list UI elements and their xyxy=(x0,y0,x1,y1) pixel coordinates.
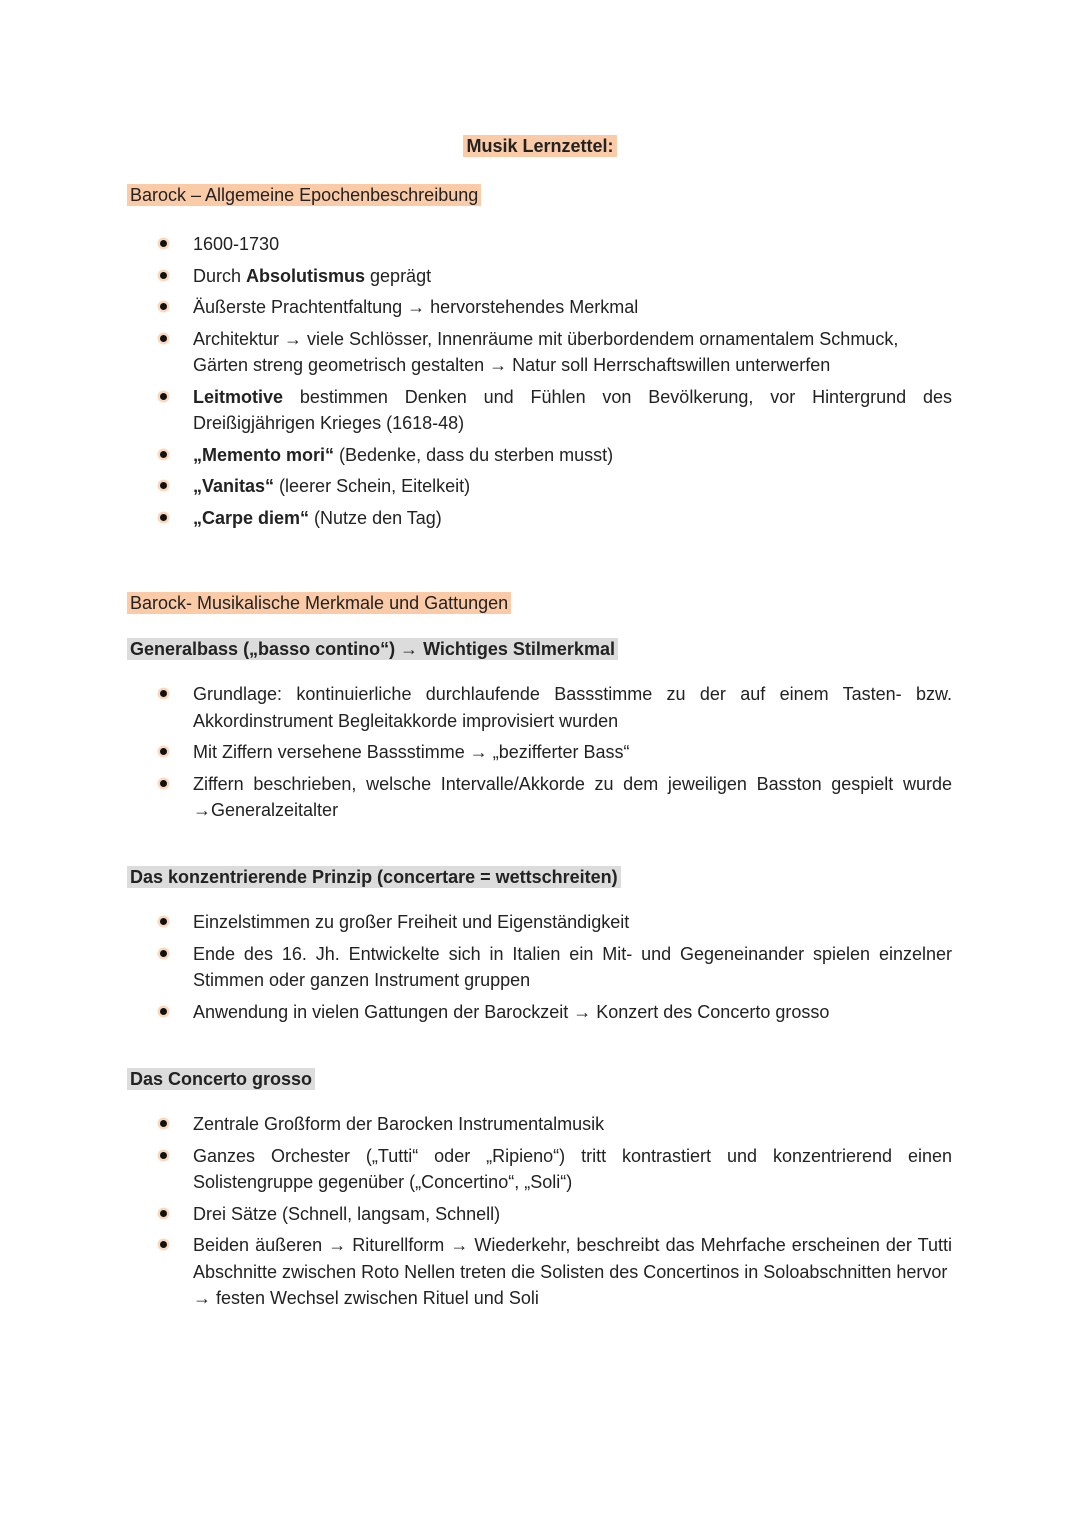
list-item-text: (Nutze den Tag) xyxy=(309,507,442,528)
bullet-icon xyxy=(160,514,167,521)
bullet-icon xyxy=(160,335,167,342)
subheading-concerto xyxy=(127,1066,315,1092)
section-heading-music xyxy=(127,590,511,616)
list-item xyxy=(0,263,1080,290)
list-item-text: Beiden äußeren → Riturellform → Wiederkehr, beschreibt das Mehrfache erscheinen der Tutti xyxy=(193,1235,952,1255)
list-item-text: Ganzes Orchester („Tutti“ oder „Ripieno“) tritt kontrastiert und konzentrierend einen xyxy=(193,1145,952,1166)
list-item-text: (Bedenke, dass du sterben musst) xyxy=(334,444,614,465)
list-item xyxy=(0,771,1080,824)
bullet-icon xyxy=(160,1152,167,1159)
list-item-text: Ziffern beschrieben, welsche Intervalle/Akkorde zu dem jeweiligen Basston gespielt wurde xyxy=(193,773,952,794)
list-item-text: Anwendung in vielen Gattungen der Barockzeit → Konzert des Concerto grosso xyxy=(193,1001,830,1022)
list-item-bold: „Vanitas“ xyxy=(193,476,275,496)
bullet-icon xyxy=(160,1210,167,1217)
list-item-bold: Leitmotive xyxy=(193,386,284,407)
bullet-icon xyxy=(160,272,167,279)
subheading-generalbass xyxy=(127,636,618,662)
list-item-text: Grundlage: kontinuierliche durchlaufende Bassstimme zu der auf einem Tasten- bzw. xyxy=(193,684,952,704)
epoch-bullet-list xyxy=(0,231,1080,536)
list-item-bold: Absolutismus xyxy=(246,265,366,286)
list-item-text: Zentrale Großform der Barocken Instrumentalmusik xyxy=(193,1114,605,1134)
list-item-text: Architektur → viele Schlösser, Innenräume mit überbordendem ornamentalem Schmuck, xyxy=(193,328,899,349)
bullet-icon xyxy=(160,1120,167,1127)
list-item-text: Ende des 16. Jh. Entwickelte sich in Italien ein Mit- und Gegeneinander spielen einzelner xyxy=(193,943,952,964)
list-item xyxy=(0,739,1080,766)
list-item-text: Dreißigjährigen Krieges (1618-48) xyxy=(193,413,465,433)
list-item-text: Abschnitte zwischen Roto Nellen treten die Solisten des Concertinos in Soloabschnitten hervor xyxy=(193,1261,948,1282)
list-item-text: →Generalzeitalter xyxy=(193,800,339,820)
list-item-text: Äußerste Prachtentfaltung → hervorstehendes Merkmal xyxy=(193,297,639,317)
concerto-bullet-list xyxy=(0,1111,1080,1317)
bullet-icon xyxy=(160,482,167,489)
list-item xyxy=(0,941,1080,994)
list-item xyxy=(0,294,1080,321)
bullet-icon xyxy=(160,393,167,400)
bullet-icon xyxy=(160,1241,167,1248)
bullet-icon xyxy=(160,451,167,458)
bullet-icon xyxy=(160,780,167,787)
prinzip-bullet-list xyxy=(0,909,1080,1030)
subheading-generalbass-text: Generalbass („basso contino“) → Wichtiges Stilmerkmal xyxy=(127,638,618,660)
list-item xyxy=(0,999,1080,1026)
list-item xyxy=(0,1232,1080,1312)
document-title-text: Musik Lernzettel: xyxy=(463,135,616,157)
list-item xyxy=(0,442,1080,469)
list-item-text: Einzelstimmen zu großer Freiheit und Eigenständigkeit xyxy=(193,912,630,932)
list-item-text: bestimmen Denken und Fühlen von Bevölkerung, vor Hintergrund des xyxy=(283,386,952,407)
list-item xyxy=(0,326,1080,379)
bullet-icon xyxy=(160,918,167,925)
subheading-prinzip-text: Das konzentrierende Prinzip (concertare = wettschreiten) xyxy=(127,866,621,888)
list-item xyxy=(0,1111,1080,1138)
bullet-icon xyxy=(160,690,167,697)
list-item xyxy=(0,473,1080,500)
list-item-text: Gärten streng geometrisch gestalten → Natur soll Herrschaftswillen unterwerfen xyxy=(193,355,831,375)
list-item xyxy=(0,384,1080,437)
document-title xyxy=(0,133,1080,159)
list-item-text: Mit Ziffern versehene Bassstimme → „bezifferter Bass“ xyxy=(193,742,630,762)
list-item-text: → festen Wechsel zwischen Rituel und Soli xyxy=(193,1288,539,1308)
section-heading-epoch xyxy=(127,182,481,208)
list-item xyxy=(0,231,1080,258)
bullet-icon xyxy=(160,240,167,247)
list-item-text: Solistengruppe gegenüber („Concertino“, „Soli“) xyxy=(193,1172,573,1192)
list-item xyxy=(0,681,1080,734)
list-item-bold: „Carpe diem“ xyxy=(193,507,310,528)
bullet-icon xyxy=(160,950,167,957)
list-item xyxy=(0,505,1080,532)
subheading-concerto-text: Das Concerto grosso xyxy=(127,1068,315,1090)
list-item xyxy=(0,1143,1080,1196)
list-item-text: (leerer Schein, Eitelkeit) xyxy=(274,476,471,496)
list-item-text: 1600-1730 xyxy=(193,234,280,254)
bullet-icon xyxy=(160,1008,167,1015)
section-heading-epoch-text: Barock – Allgemeine Epochenbeschreibung xyxy=(127,184,481,206)
list-item xyxy=(0,1201,1080,1228)
list-item-text: Durch xyxy=(193,265,247,286)
bullet-icon xyxy=(160,303,167,310)
bullet-icon xyxy=(160,748,167,755)
list-item-text: geprägt xyxy=(365,265,432,286)
list-item-text: Drei Sätze (Schnell, langsam, Schnell) xyxy=(193,1203,501,1224)
subheading-prinzip xyxy=(127,864,621,890)
list-item-text: Akkordinstrument Begleitakkorde improvisiert wurden xyxy=(193,710,619,731)
list-item xyxy=(0,909,1080,936)
list-item-text: Stimmen oder ganzen Instrument gruppen xyxy=(193,970,531,990)
generalbass-bullet-list xyxy=(0,681,1080,829)
section-heading-music-text: Barock- Musikalische Merkmale und Gattungen xyxy=(127,592,511,614)
list-item-bold: „Memento mori“ xyxy=(193,444,335,465)
